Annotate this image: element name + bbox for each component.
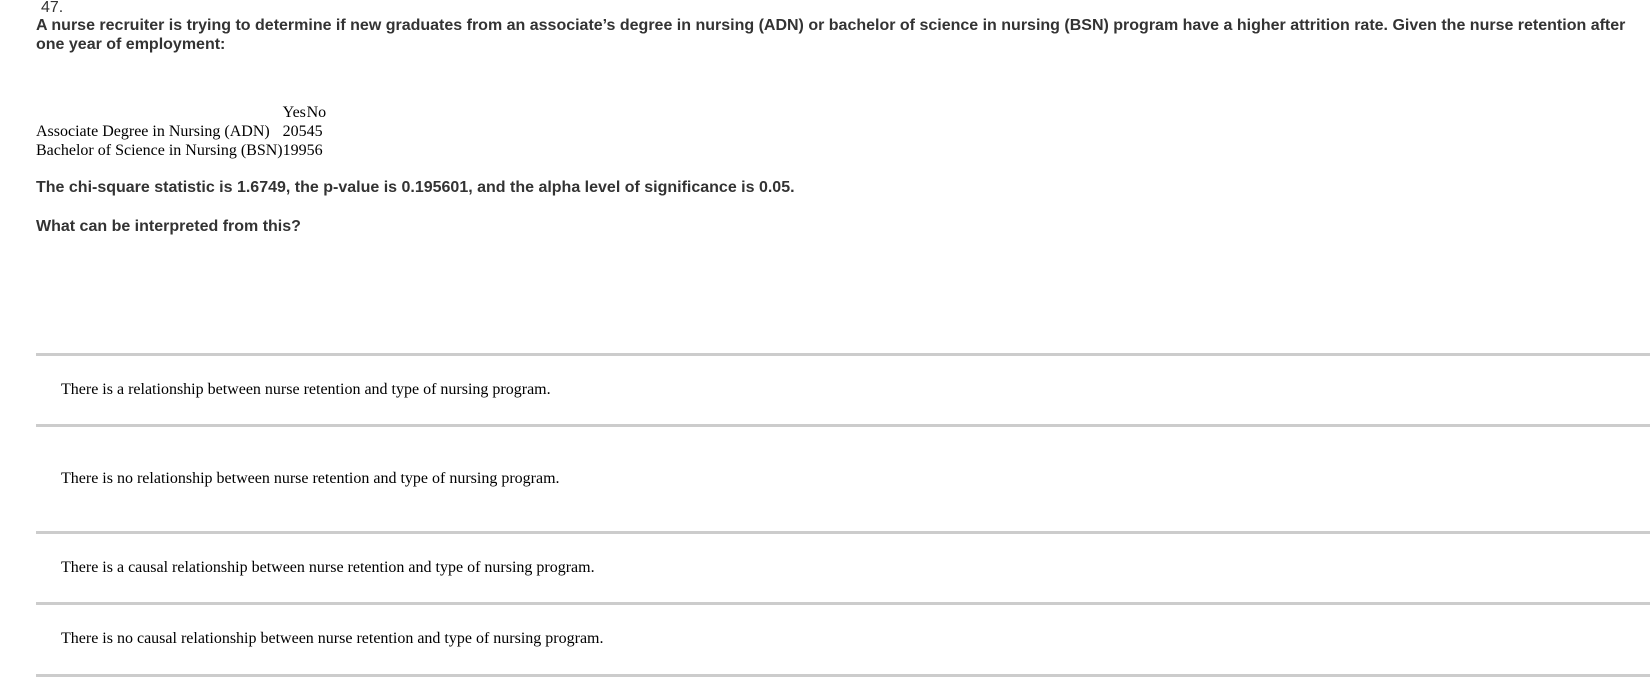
answer-option-label: There is a relationship between nurse retention and type of nursing program.: [61, 381, 551, 398]
answer-option-c[interactable]: [36, 532, 1650, 602]
table-header-row: [36, 103, 326, 122]
table-cell-no: 45: [306, 123, 323, 140]
question-prompt: What can be interpreted from this?: [36, 218, 301, 235]
answer-option-label: There is no relationship between nurse retention and type of nursing program.: [61, 470, 560, 487]
answer-option-b[interactable]: [36, 425, 1650, 531]
table-row-label: Bachelor of Science in Nursing (BSN): [36, 142, 283, 159]
question-number: 47.: [41, 0, 64, 16]
statistic-text: The chi-square statistic is 1.6749, the p-value is 0.195601, and the alpha level of significance is 0.05.: [36, 179, 795, 196]
table-header-yes: Yes: [282, 104, 306, 121]
table-cell-yes: 205: [282, 123, 307, 140]
answer-option-a[interactable]: [36, 354, 1650, 424]
table-row-label: Associate Degree in Nursing (ADN): [36, 123, 270, 140]
answer-option-label: There is no causal relationship between nurse retention and type of nursing program.: [61, 630, 604, 647]
table-cell-yes: 199: [282, 142, 307, 159]
retention-table: [36, 103, 326, 160]
answer-option-label: There is a causal relationship between nurse retention and type of nursing program.: [61, 559, 595, 576]
option-divider: [36, 674, 1650, 677]
question-stem: A nurse recruiter is trying to determine if new graduates from an associate’s degree in nursing (ADN) or bachelor of science in nursing (BSN) program have a higher attrition rate. Given the nurse retention after one year of employment:: [36, 17, 1626, 53]
table-header-blank: [36, 103, 283, 122]
table-row: [36, 141, 326, 160]
table-row: [36, 122, 326, 141]
table-header-no: No: [306, 104, 327, 121]
answer-option-d[interactable]: [36, 603, 1650, 674]
table-cell-no: 56: [306, 142, 323, 159]
